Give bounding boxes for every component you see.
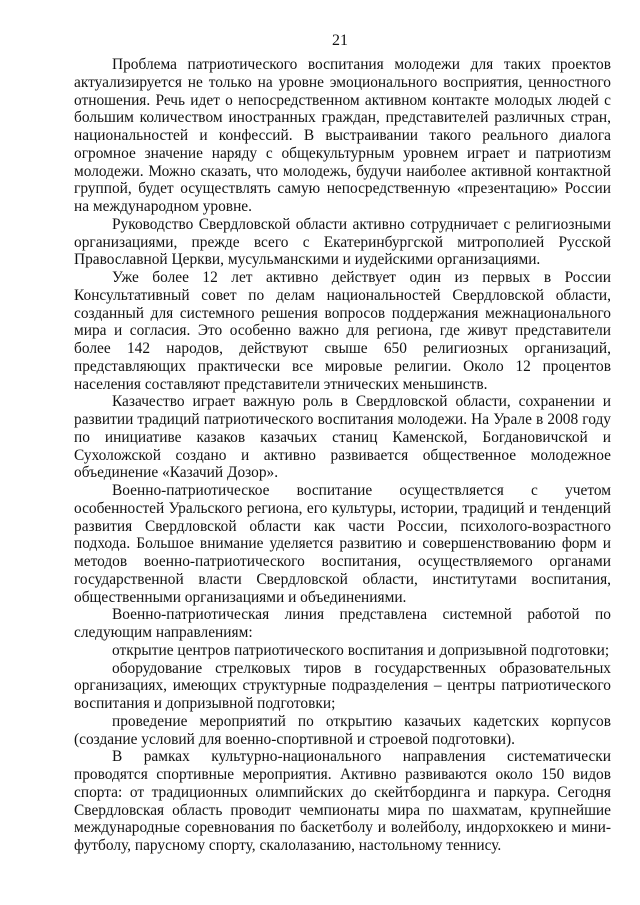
- list-item-centers: открытие центров патриотического воспитания и допризывной подготовки;: [112, 641, 610, 659]
- paragraph-consultative-council: Уже более 12 лет активно действует один из первых в России Консультативный совет по делам национальностей Свердловской области, созданный для системного решения вопросов поддержания межнационального мира и согласия. Это особенно важно для региона, где живут представители более 142 народов, действуют свыше 650 религиозных организаций, представляющих практически все мировые религии. Около 12 процентов населения составляют представители этнических меньшинств.: [74, 269, 611, 393]
- paragraph-directions-intro: Военно-патриотическая линия представлена системной работой по следующим направлениям:: [74, 606, 611, 641]
- paragraph-cossacks: Казачество играет важную роль в Свердловской области, сохранении и развитии традиций патриотического воспитания молодежи. На Урале в 2008 году по инициативе казаков казачьих станиц Каменской, Богдановичской и Сухоложской создано и активно развивается общественное молодежное объединение «Казачий Дозор».: [74, 393, 611, 482]
- paragraph-youth-problem: Проблема патриотического воспитания молодежи для таких проектов актуализируется не только на уровне эмоционального восприятия, ценностного отношения. Речь идет о непосредственном активном контакте молодых людей с большим количеством иностранных граждан, представителей различных стран, национальностей и конфессий. В выстраивании такого реального диалога огромное значение наряду с общекультурным уровнем играет и патриотизм молодежи. Можно сказать, что молодежь, будучи наиболее активной контактной группой, будет осуществлять самую непосредственную «презентацию» России на международном уровне.: [74, 56, 611, 215]
- paragraph-military-patriotic: Военно-патриотическое воспитание осуществляется с учетом особенностей Уральского региона, его культуры, истории, традиций и тенденций развития Свердловской области как части России, психолого-возрастного подхода. Большое внимание уделяется развитию и совершенствованию форм и методов военно-патриотического воспитания, осуществляемого органами государственной власти Свердловской области, институтами воспитания, общественными организациями и объединениями.: [74, 482, 611, 606]
- list-item-cadet-corps: проведение мероприятий по открытию казачьих кадетских корпусов (создание условий для военно-спортивной и строевой подготовки).: [74, 712, 611, 748]
- body-text: [74, 56, 611, 855]
- paragraph-sports: В рамках культурно-национального направления систематически проводятся спортивные мероприятия. Активно развиваются около 150 видов спорта: от традиционных олимпийских до скейтбординга и паркура. Сегодня Свердловская область проводит чемпионаты мира по шахматам, крупнейшие международные соревнования по баскетболу и волейболу, индорхоккею и мини-футболу, парусному спорту, скалолазанию, настольному теннису.: [74, 748, 611, 854]
- page-number: 21: [332, 32, 348, 49]
- paragraph-religious-organizations: Руководство Свердловской области активно сотрудничает с религиозными организациями, прежде всего с Екатеринбургской митрополией Русской Православной Церкви, мусульманскими и иудейскими организациями.: [74, 215, 611, 269]
- list-item-shooting-ranges: оборудование стрелковых тиров в государственных образовательных организациях, имеющих структурные подразделения – центры патриотического воспитания и допризывной подготовки;: [74, 659, 611, 712]
